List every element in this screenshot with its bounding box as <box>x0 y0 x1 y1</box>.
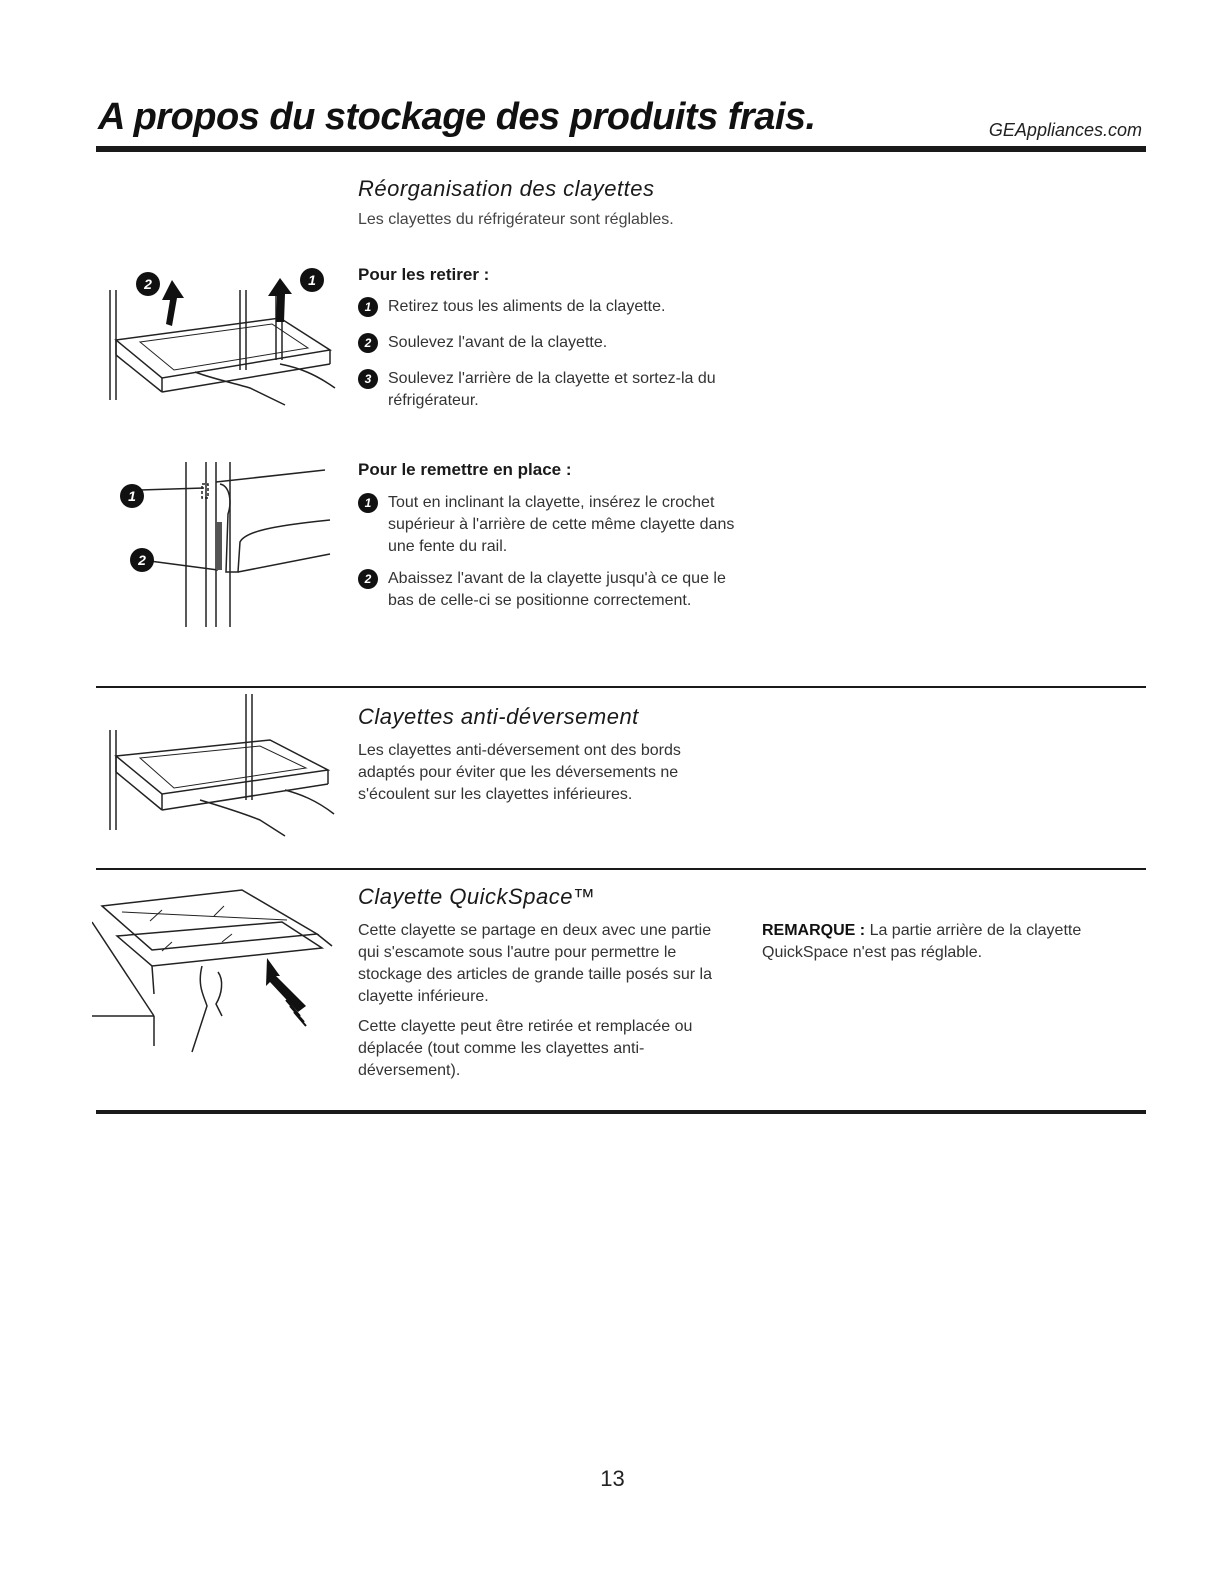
callout-marker: 2 <box>136 272 160 296</box>
replace-steps-list <box>358 492 748 612</box>
section-divider <box>96 686 1146 688</box>
header-rule <box>96 146 1146 152</box>
quickspace-body-text-1: Cette clayette se partage en deux avec une partie qui s'escamote sous l'autre pour permettre le stockage des articles de grande taille posés sur la clayette inférieure. <box>358 922 712 1005</box>
list-item <box>358 296 748 318</box>
step-text: Soulevez l'arrière de la clayette et sortez-la du réfrigérateur. <box>388 370 716 409</box>
list-item <box>358 568 748 612</box>
spill-shelf-illustration <box>100 690 340 840</box>
quickspace-body-text-2: Cette clayette peut être retirée et remplacée ou déplacée (tout comme les clayettes anti-déversement). <box>358 1018 693 1079</box>
section-divider <box>96 1110 1146 1114</box>
step-text: Tout en inclinant la clayette, insérez le crochet supérieur à l'arrière de cette même clayette dans une fente du rail. <box>388 494 735 555</box>
section-title-reorg: Réorganisation des clayettes <box>358 176 655 201</box>
quickspace-note <box>762 920 1122 964</box>
step-number-badge: 2 <box>358 333 378 353</box>
shelf-hook-illustration <box>120 462 340 632</box>
step-text: Abaissez l'avant de la clayette jusqu'à ce que le bas de celle-ci se positionne correctement. <box>388 570 726 609</box>
callout-marker: 2 <box>130 548 154 572</box>
list-item <box>358 492 748 558</box>
section-title-spill: Clayettes anti-déversement <box>358 704 639 729</box>
spill-body-text: Les clayettes anti-déversement ont des bords adaptés pour éviter que les déversements ne s'écoulent sur les clayettes inférieures. <box>358 742 681 803</box>
list-item <box>358 332 748 354</box>
section-title-quickspace: Clayette QuickSpace™ <box>358 884 596 909</box>
spill-shelf-drawing <box>100 690 340 840</box>
section-divider <box>96 868 1146 870</box>
replace-heading: Pour le remettre en place : <box>358 460 572 479</box>
remove-heading: Pour les retirer : <box>358 265 490 284</box>
quickspace-drawing <box>92 876 342 1056</box>
note-label: REMARQUE : <box>762 922 866 939</box>
section-subtitle-reorg: Les clayettes du réfrigérateur sont réglables. <box>358 211 674 228</box>
shelf-hook-drawing <box>120 462 340 632</box>
callout-marker: 1 <box>300 268 324 292</box>
page-number: 13 <box>600 1466 625 1491</box>
step-number-badge: 1 <box>358 493 378 513</box>
note-text: La partie arrière de la clayette QuickSpace n'est pas réglable. <box>762 922 1082 961</box>
step-text: Soulevez l'avant de la clayette. <box>388 334 608 351</box>
remove-steps-list <box>358 296 748 412</box>
site-url: GEAppliances.com <box>988 120 1142 140</box>
page-title: A propos du stockage des produits frais. <box>98 96 816 138</box>
callout-marker: 1 <box>120 484 144 508</box>
step-number-badge: 3 <box>358 369 378 389</box>
list-item <box>358 368 748 412</box>
step-text: Retirez tous les aliments de la clayette. <box>388 298 666 315</box>
shelf-removal-illustration <box>100 260 340 410</box>
step-number-badge: 1 <box>358 297 378 317</box>
quickspace-illustration <box>92 876 342 1056</box>
step-number-badge: 2 <box>358 569 378 589</box>
